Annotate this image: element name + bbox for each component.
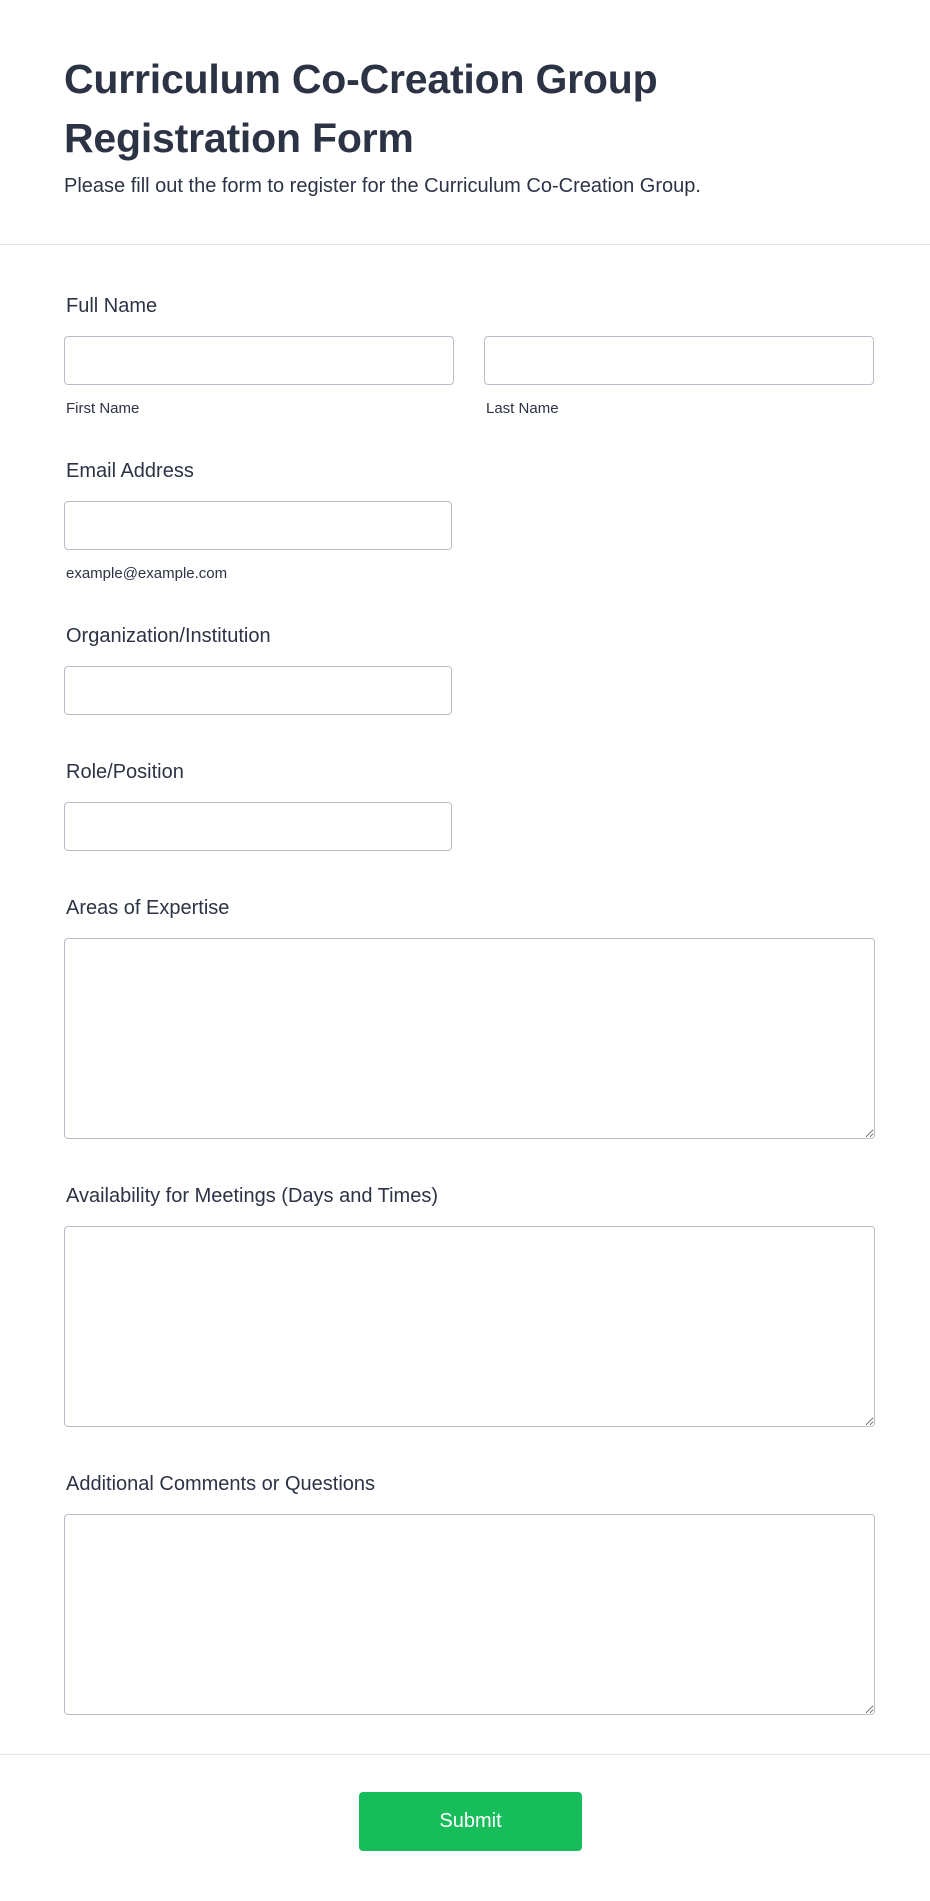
organization-field: [64, 623, 866, 715]
organization-input[interactable]: [64, 666, 452, 715]
form-body: [0, 245, 930, 1715]
comments-textarea[interactable]: [64, 1514, 875, 1715]
role-field: [64, 759, 866, 851]
expertise-label: Areas of Expertise: [66, 897, 230, 919]
first-name-input[interactable]: [64, 336, 454, 385]
form-title: Curriculum Co-Creation Group Registration Form: [64, 56, 658, 161]
expertise-textarea[interactable]: [64, 938, 875, 1139]
expertise-field: [64, 895, 866, 1139]
organization-label: Organization/Institution: [66, 625, 271, 647]
email-label: Email Address: [66, 460, 194, 482]
availability-label: Availability for Meetings (Days and Times): [66, 1185, 438, 1207]
email-field: [64, 458, 866, 583]
form-subtitle: Please fill out the form to register for the Curriculum Co-Creation Group.: [64, 175, 701, 197]
first-name-sublabel: First Name: [66, 400, 140, 417]
email-input[interactable]: [64, 501, 452, 550]
availability-field: [64, 1183, 866, 1427]
last-name-sublabel: Last Name: [486, 400, 559, 417]
availability-textarea[interactable]: [64, 1226, 875, 1427]
form-header: [0, 0, 930, 245]
full-name-label: Full Name: [66, 295, 158, 317]
role-label: Role/Position: [66, 761, 184, 783]
first-name-column: [64, 336, 454, 418]
comments-field: [64, 1471, 866, 1715]
submit-button[interactable]: Submit: [359, 1792, 582, 1851]
form-footer: [0, 1754, 930, 1901]
last-name-column: [484, 336, 874, 418]
last-name-input[interactable]: [484, 336, 874, 385]
full-name-field: [64, 293, 866, 418]
email-sublabel: example@example.com: [66, 565, 228, 582]
role-input[interactable]: [64, 802, 452, 851]
comments-label: Additional Comments or Questions: [66, 1473, 376, 1495]
full-name-row: [64, 336, 866, 418]
